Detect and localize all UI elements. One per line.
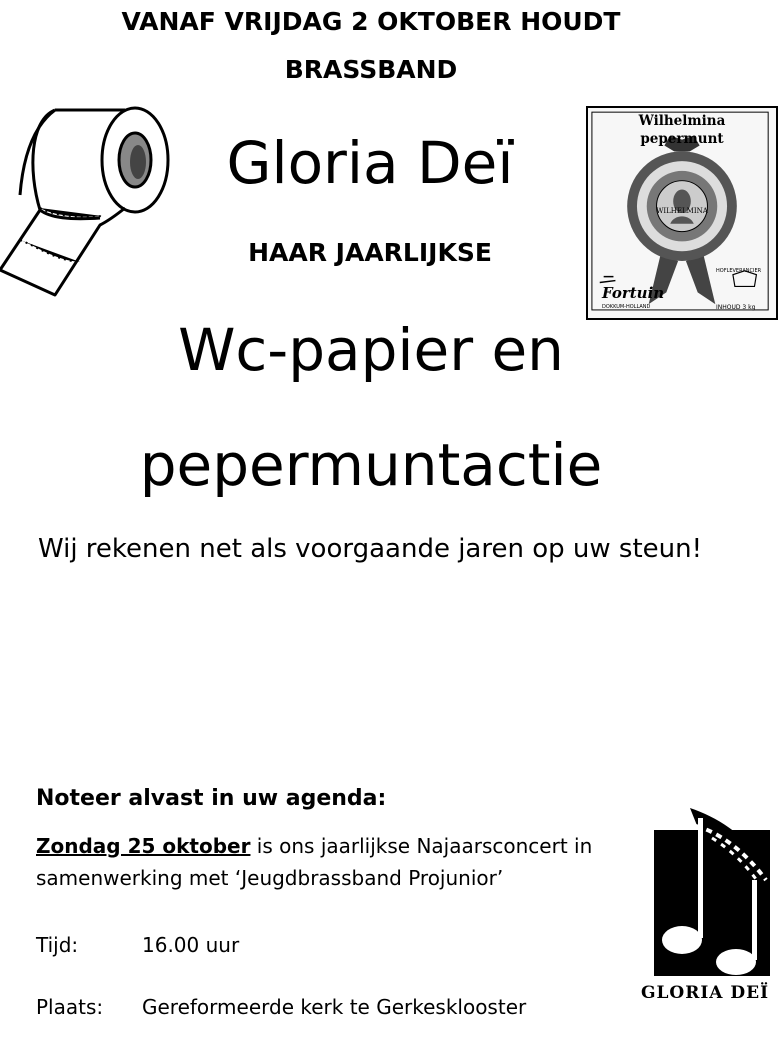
band-name: Gloria Deï <box>226 129 514 197</box>
mint-brand: Wilhelmina pepermunt <box>638 113 726 147</box>
subheading: HAAR JAARLIJKSE <box>248 238 492 267</box>
place-label: Plaats: <box>36 995 104 1019</box>
place-row <box>36 992 526 1022</box>
time-value: 16.00 uur <box>142 933 240 957</box>
music-notes-icon <box>640 798 780 978</box>
concert-announcement <box>36 830 596 894</box>
mint-supplier: HOFLEVERANCIER <box>716 268 762 274</box>
support-text: Wij rekenen net als voorgaande jaren op uw steun! <box>37 534 703 564</box>
mint-ribbon-text: WILHELMINA <box>656 207 708 215</box>
mint-maker-city: DOKKUM-HOLLAND <box>602 304 651 310</box>
title-line-1: Wc-papier en <box>178 316 564 384</box>
title-line-2: pepermuntactie <box>139 431 603 499</box>
header-line-2: BRASSBAND <box>284 55 458 84</box>
logo-text: GLORIA DEÏ <box>640 983 770 1003</box>
time-row <box>36 930 239 960</box>
header-line-1: VANAF VRIJDAG 2 OKTOBER HOUDT <box>121 7 621 36</box>
toilet-paper-roll-icon <box>0 100 175 300</box>
agenda-heading: Noteer alvast in uw agenda: <box>36 786 387 811</box>
place-value: Gereformeerde kerk te Gerkesklooster <box>142 995 527 1019</box>
time-label: Tijd: <box>36 933 79 957</box>
mint-contents: INHOUD 3 kg <box>716 304 756 311</box>
mint-maker: Fortuin <box>602 284 665 302</box>
concert-text: is ons jaarlijkse Najaarsconcert in samenwerking met ‘Jeugdbrassband Projunior’ <box>36 834 593 890</box>
concert-date: Zondag 25 oktober <box>36 834 251 858</box>
